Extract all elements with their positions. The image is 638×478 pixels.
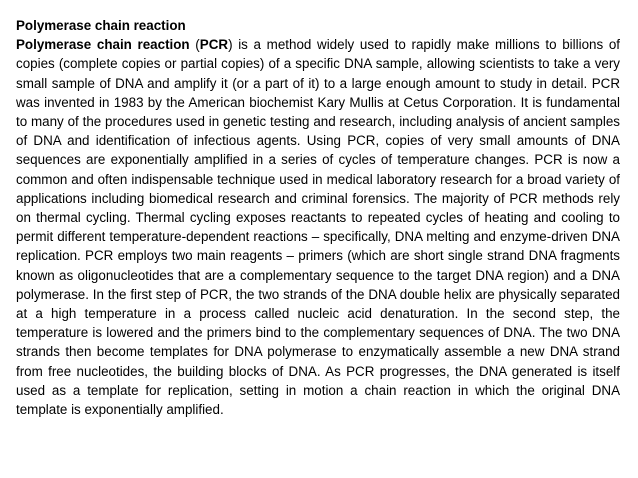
abbrev-bold: PCR (199, 37, 229, 53)
term-bold: Polymerase chain reaction (16, 37, 190, 53)
paragraph-text: ) is a method widely used to rapidly make millions to billions of copies (complete copies or partial copies) of a specific DNA sample, allowing scientists to take a very small sample of DNA and amplify it (or a part of it) to a large enough amount to study in detail. PCR was invented in 1983 by the American biochemist Kary Mullis at Cetus Corporation. It is fundamental to many of the procedures used in genetic testing and research, including analysis of ancient samples of DNA and identification of infectious agents. Using PCR, copies of very small amounts of DNA sequences are exponentially amplified in a series of cycles of temperature changes. PCR is now a common and often indispensable technique used in medical laboratory research for a broad variety of applications including biomedical research and criminal forensics. The majority of PCR methods rely on thermal cycling. Thermal cycling exposes reactants to repeated cycles of heating and cooling to permit different temperature-dependent reactions – specifically, DNA melting and enzyme-driven DNA replication. PCR employs two main reagents – primers (which are short single strand DNA fragments known as oligonucleotides that are a complementary sequence to the target DNA region) and a DNA polymerase. In the first step of PCR, the two strands of the DNA double helix are physically separated at a high temperature in a process called nucleic acid denaturation. In the second step, the temperature is lowered and the primers bind to the complementary sequences of DNA. The two DNA strands then become templates for DNA polymerase to enzymatically assemble a new DNA strand from free nucleotides, the building blocks of DNA. As PCR progresses, the DNA generated is itself used as a template for replication, setting in motion a chain reaction in which the original DNA template is exponentially amplified. (16, 37, 621, 418)
document-content (16, 16, 620, 419)
body-paragraph (16, 35, 620, 419)
document-title: Polymerase chain reaction (16, 18, 186, 33)
open-paren: ( (189, 37, 200, 53)
